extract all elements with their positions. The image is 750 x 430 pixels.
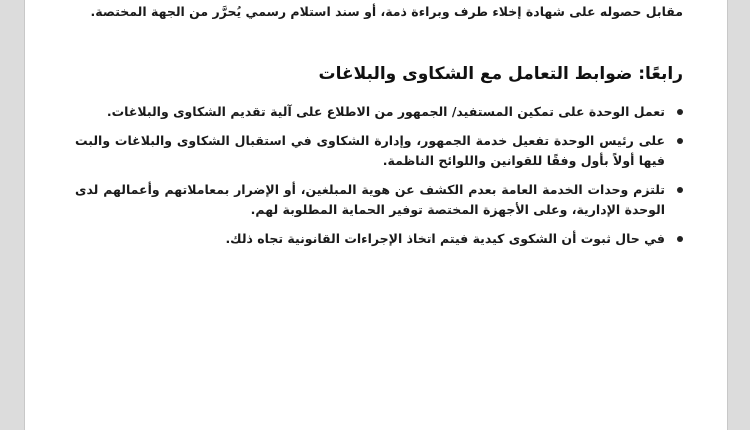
- document-page: [24, 0, 728, 430]
- bullet-icon: [677, 109, 683, 115]
- section-heading: رابعًا: ضوابط التعامل مع الشكاوى والبلاغات: [318, 64, 683, 84]
- list-item-text: على رئيس الوحدة تفعيل خدمة الجمهور، وإدارة الشكاوى في استقبال الشكاوى والبلاغات والبت فيها أولاً بأول وفقًا للقوانين واللوائح الناظمة.: [75, 133, 665, 168]
- bullet-icon: [677, 138, 683, 144]
- list-item-text: تعمل الوحدة على تمكين المستفيد/ الجمهور من الاطلاع على آلية تقديم الشكاوى والبلاغات.: [106, 104, 665, 119]
- list-item: [75, 102, 687, 122]
- list-item: [75, 229, 687, 249]
- list-item: [75, 180, 687, 220]
- list-item-text: في حال ثبوت أن الشكوى كيدية فيتم اتخاذ الإجراءات القانونية تجاه ذلك.: [225, 231, 665, 246]
- bullet-icon: [677, 187, 683, 193]
- intro-paragraph: مقابل حصوله على شهادة إخلاء طرف وبراءة ذمة، أو سند استلام رسمي يُحرَّر من الجهة المختصة.: [90, 4, 683, 19]
- list-item-text: تلتزم وحدات الخدمة العامة بعدم الكشف عن هوية المبلغين، أو الإضرار بمعاملاتهم وأعمالهم لدى الوحدة الإدارية، وعلى الأجهزة المختصة توفير الحماية المطلوبة لهم.: [75, 182, 665, 217]
- bullet-icon: [677, 236, 683, 242]
- list-item: [75, 131, 687, 171]
- rules-list: [75, 102, 687, 258]
